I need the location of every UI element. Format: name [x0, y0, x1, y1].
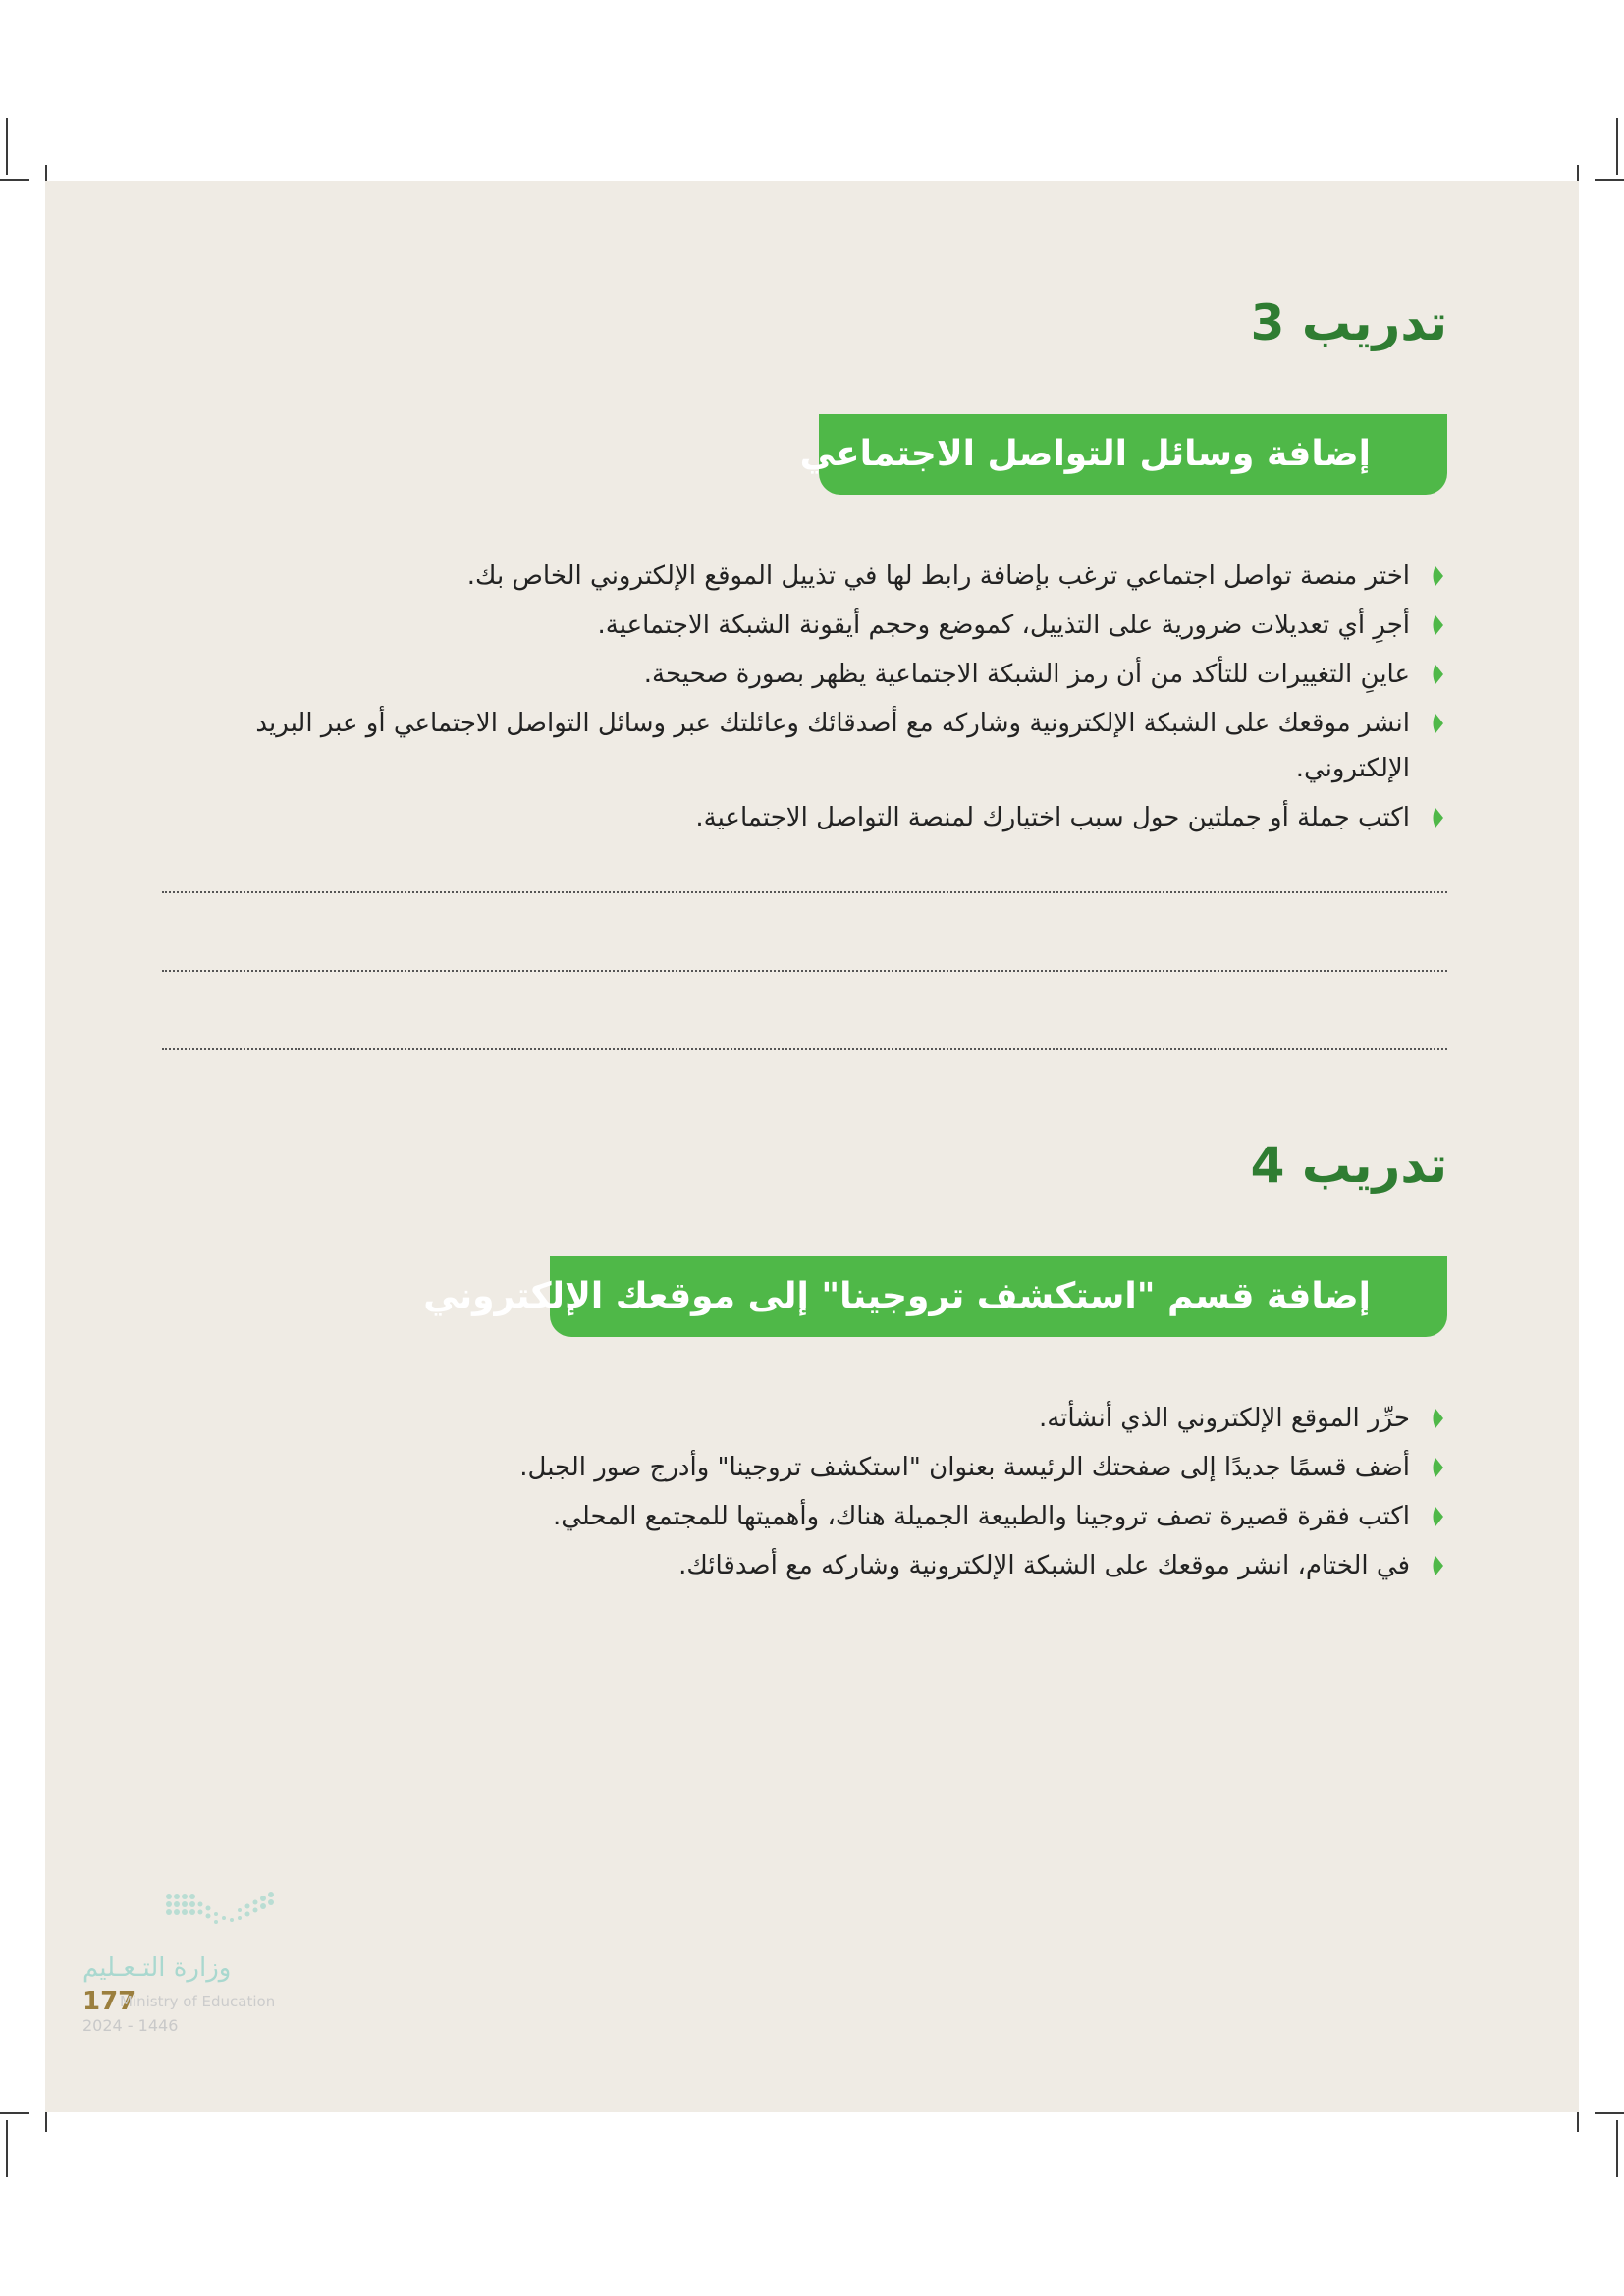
answer-line[interactable] [162, 891, 1447, 893]
crop-mark [1616, 118, 1618, 175]
crop-mark [6, 2120, 8, 2177]
task-item [162, 652, 1447, 697]
task-text: اختر منصة تواصل اجتماعي ترغب بإضافة رابط لها في تذييل الموقع الإلكتروني الخاص بك. [466, 561, 1410, 591]
task-item [162, 1445, 1447, 1490]
exercise-4-banner: إضافة قسم "استكشف تروجينا" إلى موقعك الإلكتروني [550, 1256, 1447, 1337]
crop-mark [0, 2112, 29, 2114]
crop-mark [1616, 2120, 1618, 2177]
bullet-icon [1430, 663, 1445, 686]
task-text: انشر موقعك على الشبكة الإلكترونية وشاركه مع أصدقائك وعائلتك عبر وسائل التواصل الاجتماعي أو عبر البريد الإلكتروني. [255, 709, 1410, 783]
task-text: أجرِ أي تعديلات ضرورية على التذييل، كموضع وحجم أيقونة الشبكة الاجتماعية. [597, 611, 1410, 640]
task-text: اكتب فقرة قصيرة تصف تروجينا والطبيعة الجميلة هناك، وأهميتها للمجتمع المحلي. [552, 1502, 1410, 1531]
crop-mark [6, 118, 8, 175]
bullet-icon [1430, 1456, 1445, 1479]
exercise-3-title: تدريب 3 [1250, 294, 1447, 351]
ministry-name-arabic: وزارة التـعـليم [82, 1953, 232, 1983]
ministry-name-english: Ministry of Education [120, 1993, 276, 2010]
bullet-icon [1430, 1505, 1445, 1528]
task-text: أضف قسمًا جديدًا إلى صفحتك الرئيسة بعنوان "استكشف تروجينا" وأدرج صور الجبل. [519, 1453, 1410, 1482]
exercise-3-tasks [162, 554, 1447, 844]
task-item [162, 603, 1447, 648]
task-text: حرِّر الموقع الإلكتروني الذي أنشأته. [1038, 1404, 1410, 1433]
answer-line[interactable] [162, 1048, 1447, 1050]
bullet-icon [1430, 614, 1445, 637]
task-text: في الختام، انشر موقعك على الشبكة الإلكترونية وشاركه مع أصدقائك. [678, 1551, 1410, 1580]
task-item [162, 554, 1447, 599]
task-item [162, 701, 1447, 791]
task-item [162, 1494, 1447, 1539]
task-item [162, 1543, 1447, 1588]
bullet-icon [1430, 1554, 1445, 1577]
bullet-icon [1430, 806, 1445, 829]
bullet-icon [1430, 1407, 1445, 1430]
crop-mark [1595, 179, 1624, 181]
task-text: عاينِ التغييرات للتأكد من أن رمز الشبكة الاجتماعية يظهر بصورة صحيحة. [643, 660, 1410, 689]
crop-mark [0, 179, 29, 181]
answer-line[interactable] [162, 970, 1447, 972]
task-text: اكتب جملة أو جملتين حول سبب اختيارك لمنصة التواصل الاجتماعية. [695, 803, 1410, 832]
page-number: 177 [82, 1987, 136, 2016]
edition-year: 2024 - 1446 [82, 2016, 179, 2035]
bullet-icon [1430, 564, 1445, 588]
exercise-4-tasks [162, 1396, 1447, 1592]
task-item [162, 795, 1447, 840]
exercise-4-title: تدريب 4 [1250, 1137, 1447, 1194]
bullet-icon [1430, 712, 1445, 735]
crop-mark [1595, 2112, 1624, 2114]
exercise-3-banner: إضافة وسائل التواصل الاجتماعي [819, 414, 1447, 495]
task-item [162, 1396, 1447, 1441]
